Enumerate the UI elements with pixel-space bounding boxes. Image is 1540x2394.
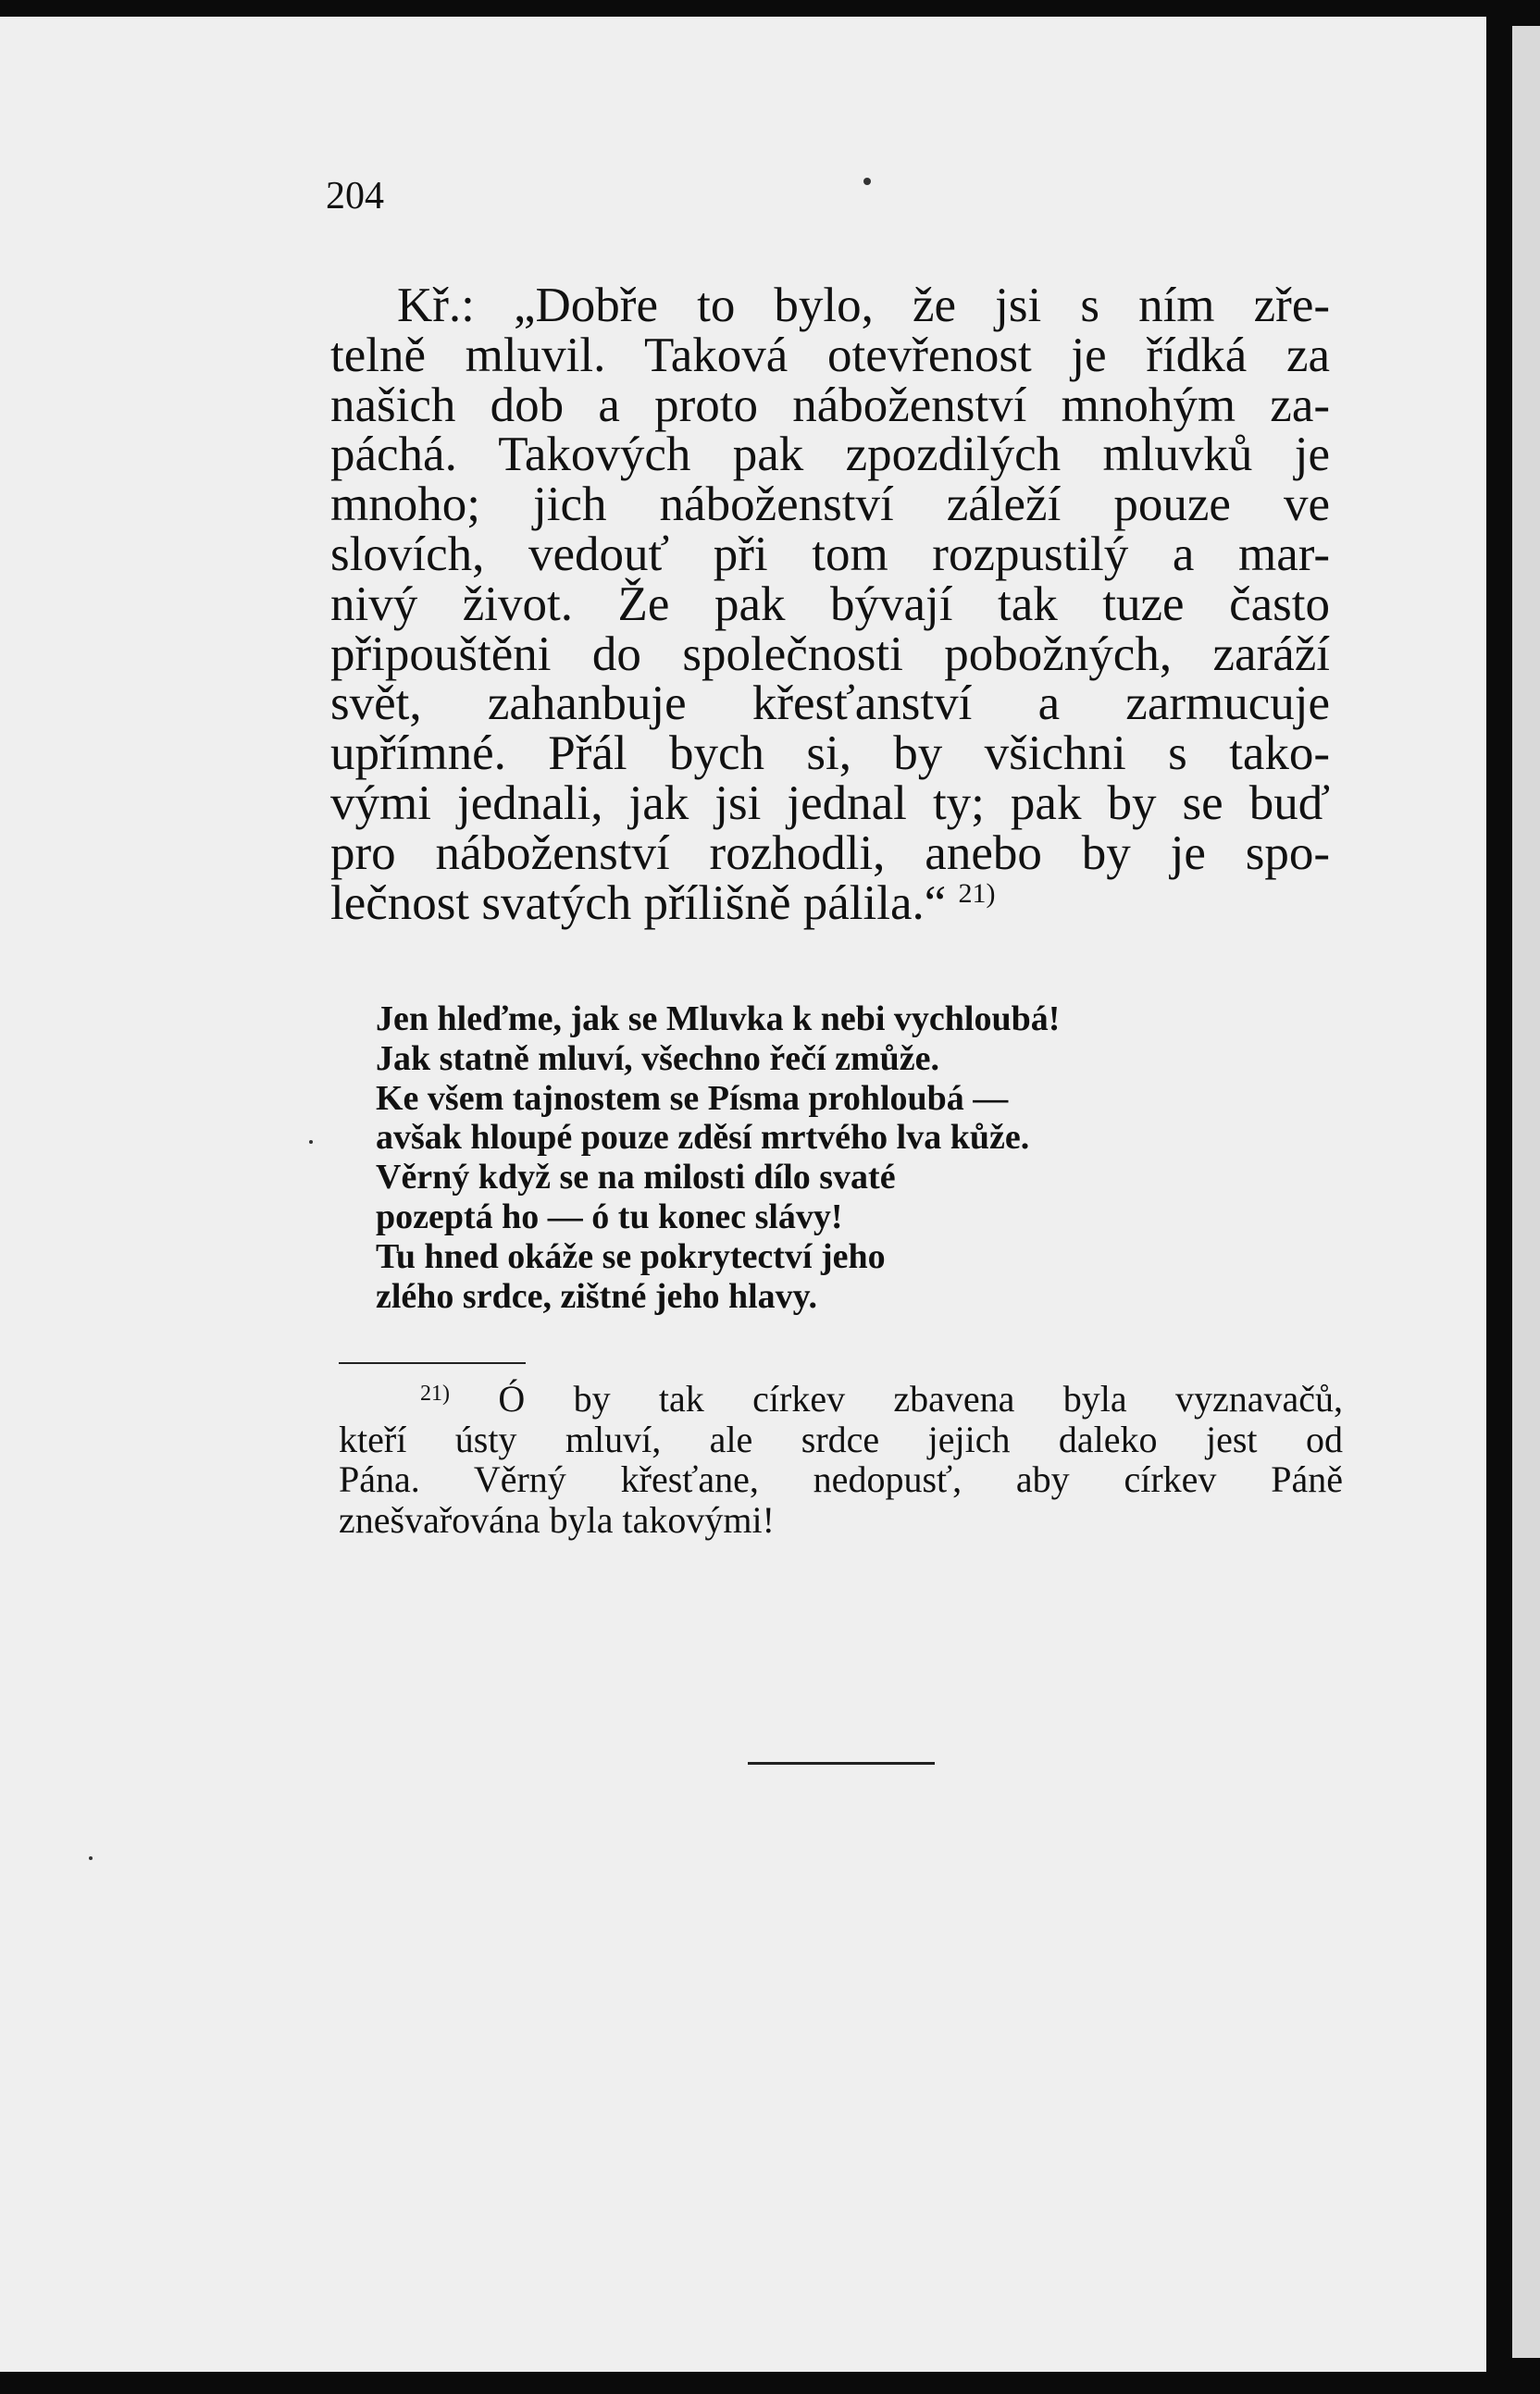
footnote-marker: 21) <box>420 1382 450 1406</box>
text-line: připouštěni do společnosti pobožných, zaráží <box>330 626 1330 681</box>
print-speck <box>89 1856 93 1860</box>
print-speck <box>309 1140 313 1144</box>
text-line: mnoho; jich náboženství záleží pouze ve <box>330 478 1330 532</box>
poem-line: Jen hleďme, jak se Mluvka k nebi vychloubá! <box>376 999 1061 1038</box>
print-speck <box>863 178 871 185</box>
footnote-reference: 21) <box>958 877 996 909</box>
text-line: telně mluvil. Taková otevřenost je řídká za <box>330 328 1330 382</box>
footnote-line-content: Ó by tak církev zbavena byla vyznavačů, <box>498 1378 1343 1420</box>
footnote-line: znešvařována byla takovými! <box>339 1498 775 1541</box>
poem-line: zlého srdce, zištné jeho hlavy. <box>376 1276 818 1316</box>
poem-line: Ke všem tajnostem se Písma prohloubá — <box>376 1078 1009 1118</box>
poem-line: Jak statně mluví, všechno řečí zmůže. <box>376 1038 939 1078</box>
poem-line: Tu hned okáže se pokrytectví jeho <box>376 1236 886 1276</box>
text-line: svět, zahanbuje křesťanství a zarmucuje <box>330 676 1330 731</box>
footnote-line-first <box>339 1379 1343 1420</box>
text-line: pro náboženství rozhodli, anebo by je spo- <box>330 825 1330 880</box>
footnote-separator-rule <box>339 1362 526 1364</box>
footnote-line: kteří ústy mluví, ale srdce jejich daleko jest od <box>339 1418 1343 1460</box>
text-line: nivý život. Že pak bývají tak tuze často <box>330 577 1330 631</box>
text-line: slovích, vedouť při tom rozpustilý a mar- <box>330 527 1330 581</box>
text-line: vými jednali, jak jsi jednal ty; pak by se buď <box>330 775 1330 830</box>
text-line: upřímné. Přál bych si, by všichni s tako- <box>330 726 1330 781</box>
adjacent-page-edge <box>1512 26 1540 2358</box>
text-line: páchá. Takových pak zpozdilých mluvků je <box>330 428 1330 482</box>
footnote <box>339 1379 1343 1540</box>
poem-line: pozeptá ho — ó tu konec slávy! <box>376 1197 843 1236</box>
end-rule <box>748 1762 935 1765</box>
text-line: našich dob a proto náboženství mnohým za- <box>330 378 1330 432</box>
page-number: 204 <box>326 175 384 217</box>
poem-stanza <box>376 999 1283 1316</box>
poem-line: Věrný když se na milosti dílo svaté <box>376 1158 896 1197</box>
footnote-line: Pána. Věrný křesťane, nedopusť, aby církev Páně <box>339 1458 1343 1500</box>
text-line-last <box>330 875 1330 930</box>
poem-line: avšak hloupé pouze zděsí mrtvého lva kůže. <box>376 1118 1030 1158</box>
text-line: Kř.: „Dobře to bylo, že jsi s ním zře- <box>397 279 1330 332</box>
text-line-content: lečnost svatých přílišně pálila.“ <box>330 875 947 930</box>
main-paragraph <box>330 281 1330 928</box>
